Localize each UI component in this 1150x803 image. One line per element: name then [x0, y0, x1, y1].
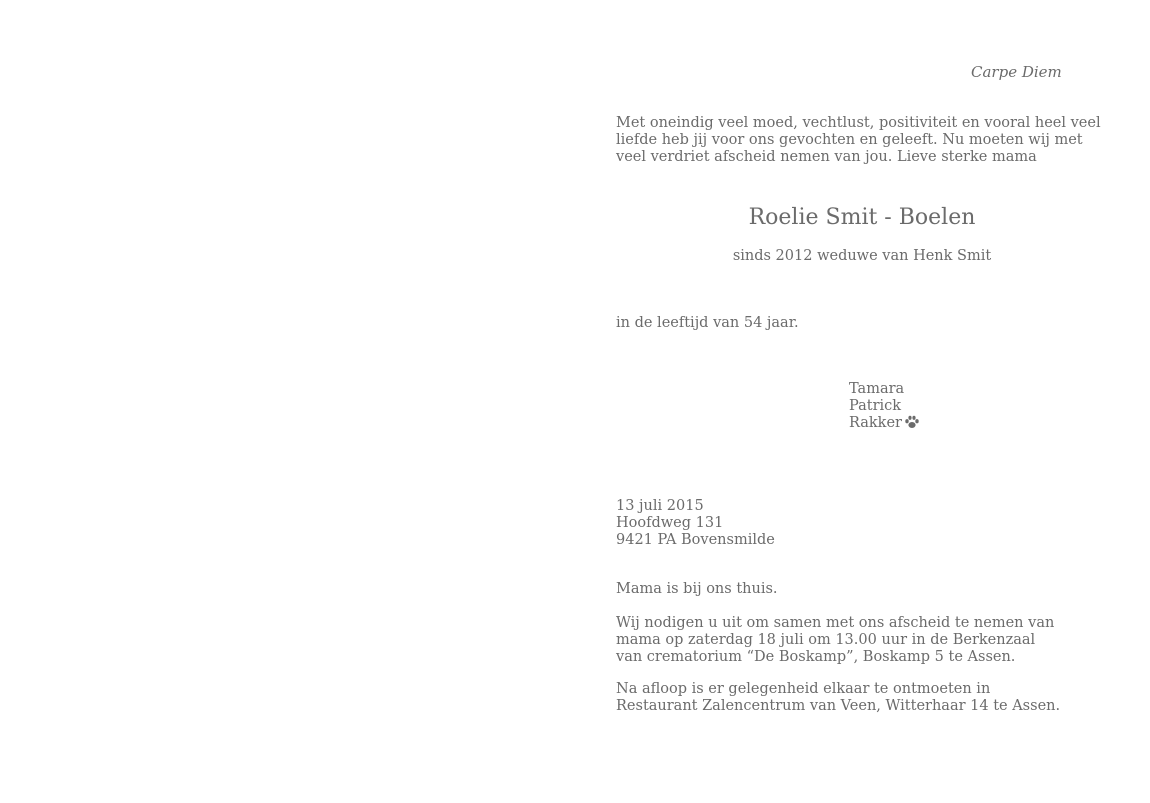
invitation-line: Wij nodigen u uit om samen met ons afscheid te nemen van [616, 615, 1055, 631]
family-member: Tamara [849, 381, 905, 397]
intro-line: Met oneindig veel moed, vechtlust, positiviteit en vooral heel veel [616, 115, 1101, 131]
postal-city-line: 9421 PA Bovensmilde [616, 532, 775, 548]
family-member-pet [849, 415, 920, 432]
home-line: Mama is bij ons thuis. [616, 581, 778, 597]
invitation-text [616, 615, 1054, 666]
date-line: 13 juli 2015 [616, 498, 704, 514]
widow-line: sinds 2012 weduwe van Henk Smit [732, 248, 992, 264]
family-member-name: Rakker [849, 415, 902, 431]
intro-line: liefde heb jij voor ons gevochten en geleeft. Nu moeten wij met [616, 132, 1083, 148]
age-line: in de leeftijd van 54 jaar. [616, 315, 799, 331]
after-text [616, 681, 1060, 715]
announcement-panel [616, 0, 1116, 803]
deceased-name: Roelie Smit - Boelen [748, 205, 976, 230]
family-member: Patrick [849, 398, 902, 414]
after-line: Restaurant Zalencentrum van Veen, Witterhaar 14 te Assen. [616, 698, 1061, 714]
motto: Carpe Diem [971, 63, 1062, 81]
intro-line: veel verdriet afscheid nemen van jou. Lieve sterke mama [616, 149, 1037, 165]
family-list [849, 381, 920, 432]
intro-text [616, 115, 1111, 166]
street-line: Hoofdweg 131 [616, 515, 724, 531]
after-line: Na afloop is er gelegenheid elkaar te ontmoeten in [616, 681, 991, 697]
paw-icon [904, 415, 920, 429]
invitation-line: mama op zaterdag 18 juli om 13.00 uur in de Berkenzaal [616, 632, 1036, 648]
address-block [616, 498, 775, 549]
invitation-line: van crematorium “De Boskamp”, Boskamp 5 te Assen. [616, 649, 1016, 665]
